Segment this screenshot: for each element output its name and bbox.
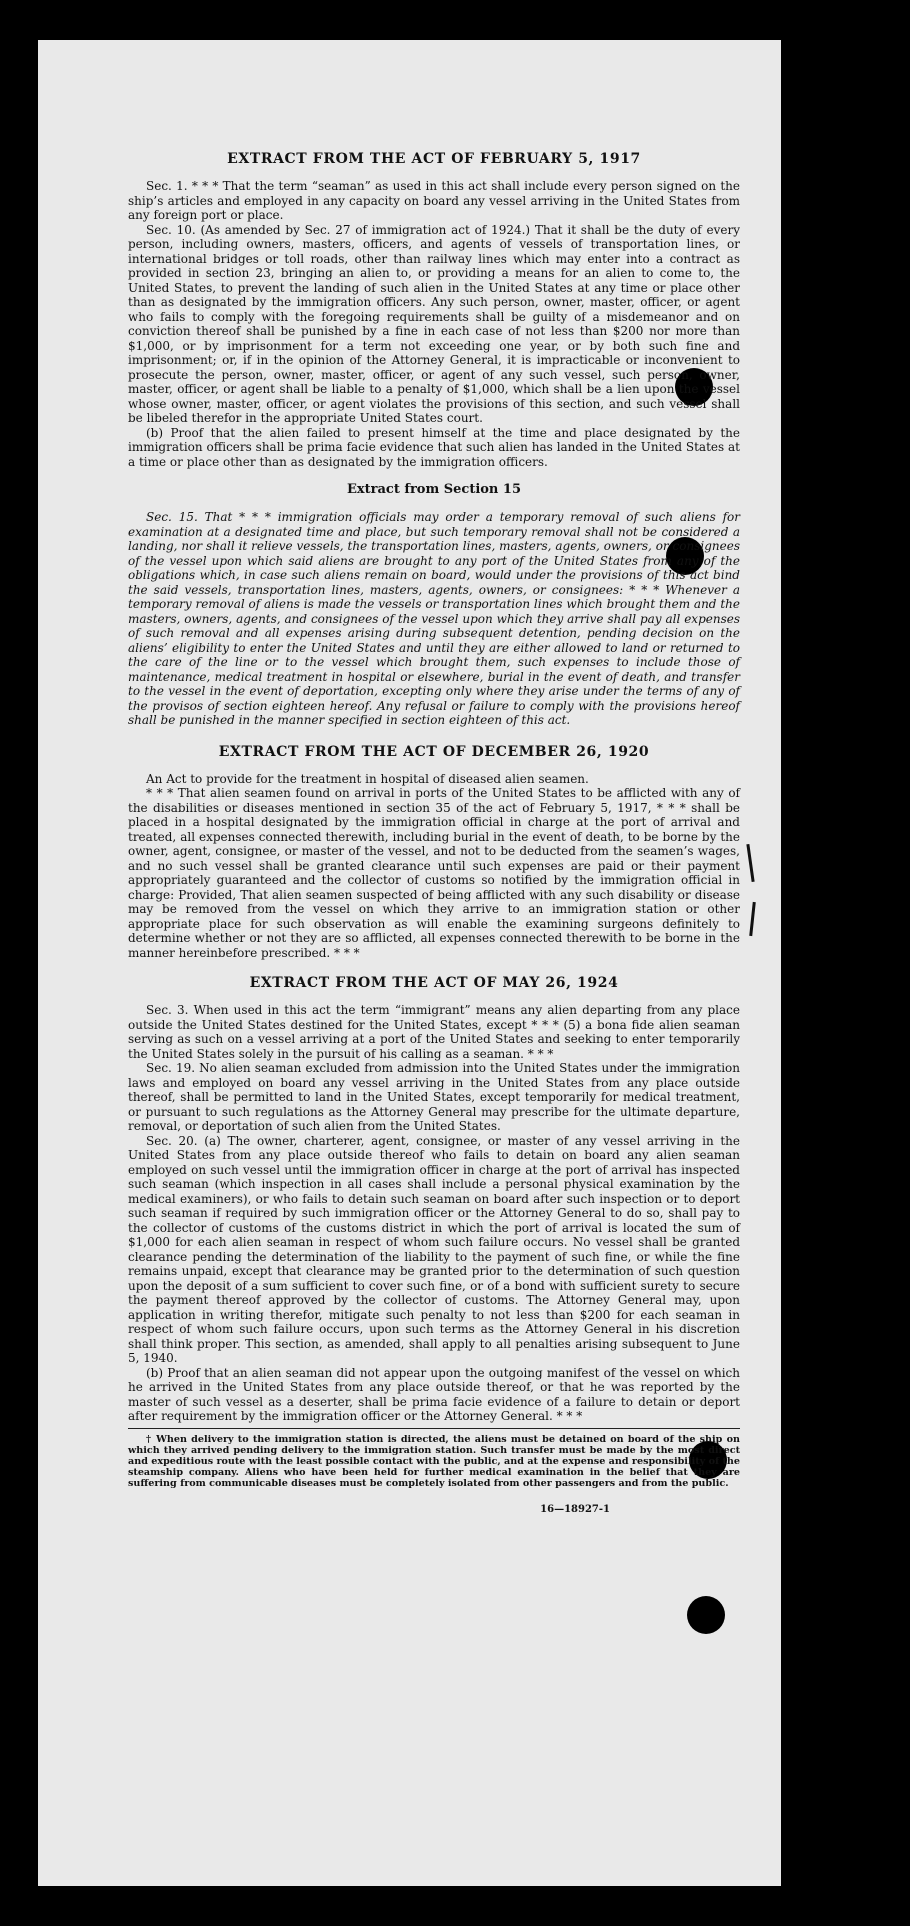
- punch-hole: [687, 1596, 725, 1634]
- paragraph: Sec. 19. No alien seaman excluded from admission into the United States under the immigration laws and employed on board any vessel arriving in the United States from any place outside thereof, shall be permitted to land in the United States, except temporarily for medical treatment, or pursuant to such regulations as the Attorney General may prescribe for the ultimate departure, removal, or deportation of such alien from the United States.: [128, 1061, 740, 1133]
- paragraph: Sec. 3. When used in this act the term “immigrant” means any alien departing from any place outside the United States destined for the United States, except * * * (5) a bona fide alien seaman serving as such on a vessel arriving at a port of the United States and seeking to enter temporarily the United States solely in the pursuit of his calling as a seaman. * * *: [128, 1003, 740, 1061]
- document-page: [38, 40, 781, 1886]
- footnote-text: † When delivery to the immigration station is directed, the aliens must be detained on board of the ship on which they arrived pending delivery to the immigration station. Such transfer must be made by the most direct and expeditious route with the least possible contact with the public, and at the expense and responsibility of the steamship company. Aliens who have been held for further medical examination in the belief that they are suffering from communicable diseases must be completely isolated from other passengers and from the public.: [128, 1433, 740, 1490]
- paragraph: Sec. 1. * * * That the term “seaman” as used in this act shall include every person signed on the ship’s articles and employed in any capacity on board any vessel arriving in the United States from any foreign port or place.: [128, 179, 740, 222]
- section-heading: EXTRACT FROM THE ACT OF MAY 26, 1924: [249, 975, 619, 991]
- paragraph: (b) Proof that the alien failed to present himself at the time and place designated by the immigration officers shall be prima facie evidence that such alien has landed in the United States at a time or place other than as designated by the immigration officers.: [128, 425, 740, 469]
- paragraph: Sec. 15. That * * * immigration officials may order a temporary removal of such aliens for examination at a designated time and place, but such temporary removal shall not be considered a landing, nor shall it relieve vessels, the transportation lines, masters, agents, owners, or consignees of the vessel upon which said aliens are brought to any port of the United States from any of the obligations which, in case such aliens remain on board, would under the provisions of this act bind the said vessels, transportation lines, masters, agents, owners, or consignees: * * * Whenever a temporary removal of aliens is made the vessels or transportation lines which brought them and the masters, owners, agents, and consignees of the vessel upon which they arrive shall pay all expenses of such removal and all expenses arising during subsequent detention, pending decision on the aliens’ eligibility to enter the United States and until they are either allowed to land or returned to the care of the line or to the vessel which brought them, such expenses to include those of maintenance, medical treatment in hospital or elsewhere, burial in the event of death, and transfer to the vessel in the event of deportation, excepting only where they arise under the terms of any of the provisos of section eighteen hereof. Any refusal or failure to comply with the provisions hereof shall be punished in the manner specified in section eighteen of this act.: [128, 510, 740, 727]
- text-column: [128, 150, 740, 1515]
- paragraph: Sec. 10. (As amended by Sec. 27 of immigration act of 1924.) That it shall be the duty of every person, including owners, masters, officers, and agents of vessels of transportation lines, or international bridges or toll roads, other than railway lines which may enter into a contract as provided in section 23, bringing an alien to, or providing a means for an alien to come to, the United States, to prevent the landing of such alien in the United States at any time or place other than as designated by the immigration officers. Any such person, owner, master, officer, or agent who fails to comply with the foregoing requirements shall be guilty of a misdemeanor and on conviction thereof shall be punished by a fine in each case of not less than $200 nor more than $1,000, or by imprisonment for a term not exceeding one year, or by both such fine and imprisonment; or, if in the opinion of the Attorney General, it is impracticable or inconvenient to prosecute the person, owner, master, officer, or agent of any such vessel, such person, owner, master, officer, or agent shall be liable to a penalty of $1,000, which shall be a lien upon the vessel whose owner, master, officer, or agent violates the provisions of this section, and such vessel shall be libeled therefor in the appropriate United States court.: [128, 222, 740, 425]
- footnote-rule: [128, 1428, 740, 1429]
- footnote: [128, 1434, 740, 1490]
- section-subheading: Extract from Section 15: [346, 482, 522, 497]
- paragraph: (b) Proof that an alien seaman did not appear upon the outgoing manifest of the vessel on which he arrived in the United States from any place outside thereof, or that he was reported by the master of such vessel as a deserter, shall be prima facie evidence of a failure to detain or deport after requirement by the immigration officer or the Attorney General. * * *: [128, 1365, 740, 1423]
- margin-pen-mark: [749, 902, 756, 936]
- paragraph: An Act to provide for the treatment in hospital of diseased alien seamen.: [146, 771, 589, 786]
- margin-pen-mark: [746, 844, 754, 882]
- document-number: 16—18927-1: [540, 1503, 610, 1515]
- paragraph: * * * That alien seamen found on arrival in ports of the United States to be afflicted with any of the disabilities or diseases mentioned in section 35 of the act of February 5, 1917, * * * shall be placed in a hospital designated by the immigration official in charge at the port of arrival and treated, all expenses connected therewith, including burial in the event of death, to be borne by the owner, agent, consignee, or master of the vessel, and not to be deducted from the seamen’s wages, and no such vessel shall be granted clearance until such expenses are paid or their payment appropriately guaranteed and the collector of customs so notified by the immigration official in charge: Provided, That alien seamen suspected of being afflicted with any such disability or disease may be removed from the vessel on which they arrive to an immigration station or other appropriate place for such observation as will enable the examining surgeons definitely to determine whether or not they are so afflicted, all expenses connected therewith to be borne in the manner hereinbefore prescribed. * * *: [128, 786, 740, 960]
- section-heading: EXTRACT FROM THE ACT OF FEBRUARY 5, 1917: [227, 151, 641, 167]
- section-heading: EXTRACT FROM THE ACT OF DECEMBER 26, 1920: [218, 743, 650, 760]
- paragraph: Sec. 20. (a) The owner, charterer, agent, consignee, or master of any vessel arriving in the United States from any place outside thereof who fails to detain on board any alien seaman employed on such vessel until the immigration officer in charge at the port of arrival has inspected such seaman (which inspection in all cases shall include a personal physical examination by the medical examiners), or who fails to detain such seaman on board after such inspection or to deport such seaman if required by such immigration officer or the Attorney General to do so, shall pay to the collector of customs of the customs district in which the port of arrival is located the sum of $1,000 for each alien seaman in respect of whom such failure occurs. No vessel shall be granted clearance pending the determination of the liability to the payment of such fine, or while the fine remains unpaid, except that clearance may be granted prior to the determination of such question upon the deposit of a sum sufficient to cover such fine, or of a bond with sufficient surety to secure the payment thereof approved by the collector of customs. The Attorney General may, upon application in writing therefor, mitigate such penalty to not less than $200 for each seaman in respect of whom such failure occurs, upon such terms as the Attorney General in his discretion shall think proper. This section, as amended, shall apply to all penalties arising subsequent to June 5, 1940.: [128, 1133, 740, 1365]
